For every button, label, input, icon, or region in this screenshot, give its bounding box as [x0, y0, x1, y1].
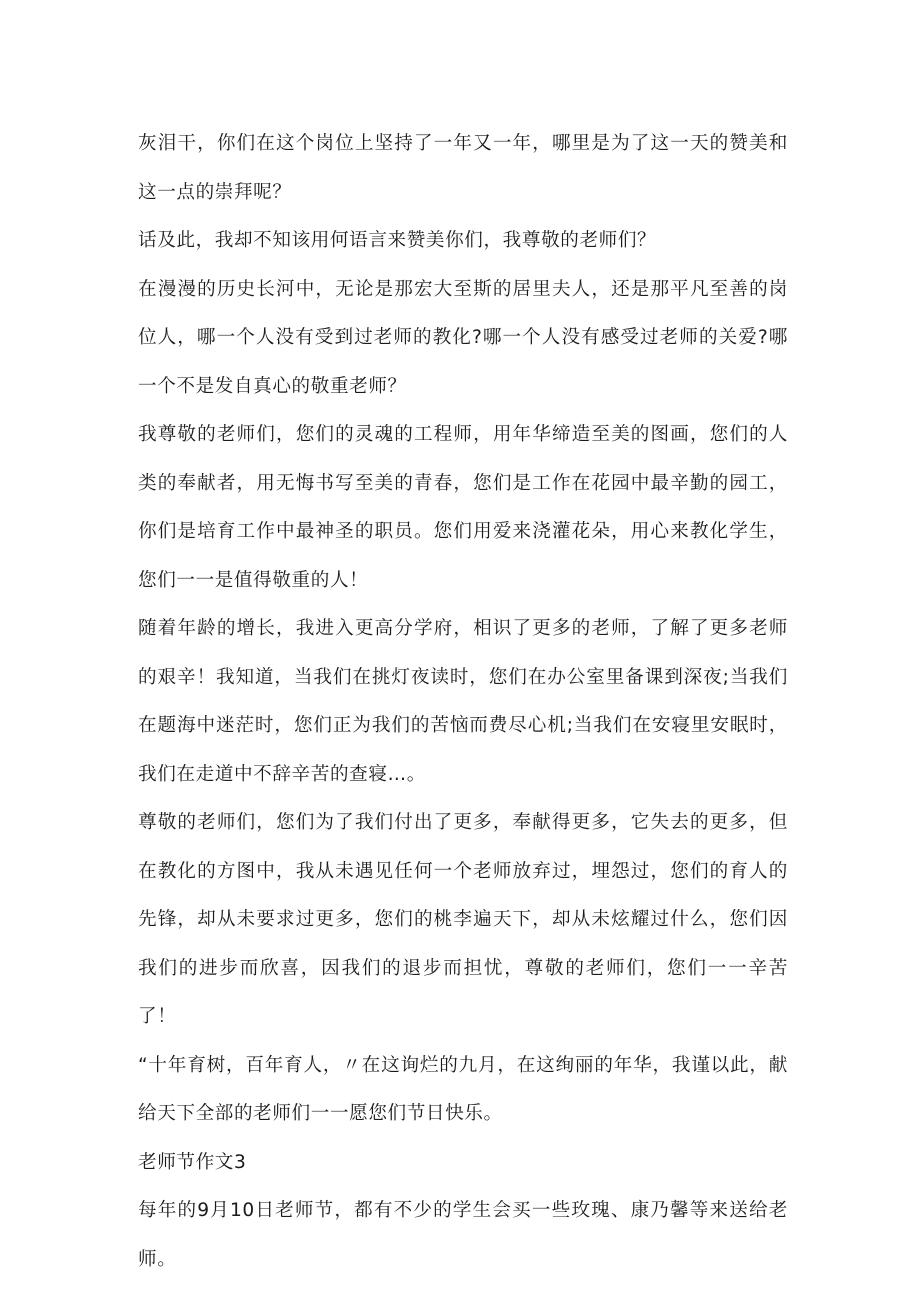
paragraph-7: “十年育树，百年育人，〃在这询烂的九月，在这绚丽的年华，我谨以此，献给天下全部的老师们一一愿您们节日快乐。: [138, 1054, 788, 1124]
paragraph-6: 尊敬的老师们，您们为了我们付出了更多，奉献得更多，它失去的更多，但在教化的方图中，我从未遇见任何一个老师放弃过，埋怨过，您们的育人的先锋，却从未要求过更多，您们的桃李遍天下，却从未炫耀过什么，您们因我们的进步而欣喜，因我们的退步而担忧，尊敬的老师们，您们一一辛苦了！: [138, 812, 788, 1027]
paragraph-2: 话及此，我却不知该用何语言来赞美你们，我尊敬的老师们？: [138, 230, 657, 251]
paragraph-5: 随着年龄的增长，我进入更高分学府，相识了更多的老师，了解了更多老师的艰辛！我知道，当我们在挑灯夜读时，您们在办公室里备课到深夜;当我们在题海中迷茫时，您们正为我们的苦恼而费尽心机;当我们在安寝里安眠时，我们在走道中不辞辛苦的查寝…。: [138, 618, 788, 785]
document-body: [138, 120, 788, 1284]
paragraph-3: 在漫漫的历史长河中，无论是那宏大至斯的居里夫人，还是那平凡至善的岗位人，哪一个人没有受到过老师的教化?哪一个人没有感受过老师的关爱?哪一个不是发自真心的敬重老师？: [138, 278, 788, 397]
paragraph-8: 每年的9月10日老师节，都有不少的学生会买一些玫瑰、康乃馨等来送给老师。: [138, 1200, 788, 1270]
section-heading: 老师节作文3: [138, 1151, 247, 1173]
paragraph-4: 我尊敬的老师们，您们的灵魂的工程师，用年华缔造至美的图画，您们的人类的奉献者，用无悔书写至美的青春，您们是工作在花园中最辛勤的园工，你们是培育工作中最神圣的职员。您们用爱来浇灌花朵，用心来教化学生，您们一一是值得敬重的人！: [138, 424, 788, 591]
paragraph-1: 灰泪干，你们在这个岗位上坚持了一年又一年，哪里是为了这一天的赞美和这一点的崇拜呢？: [138, 133, 788, 203]
